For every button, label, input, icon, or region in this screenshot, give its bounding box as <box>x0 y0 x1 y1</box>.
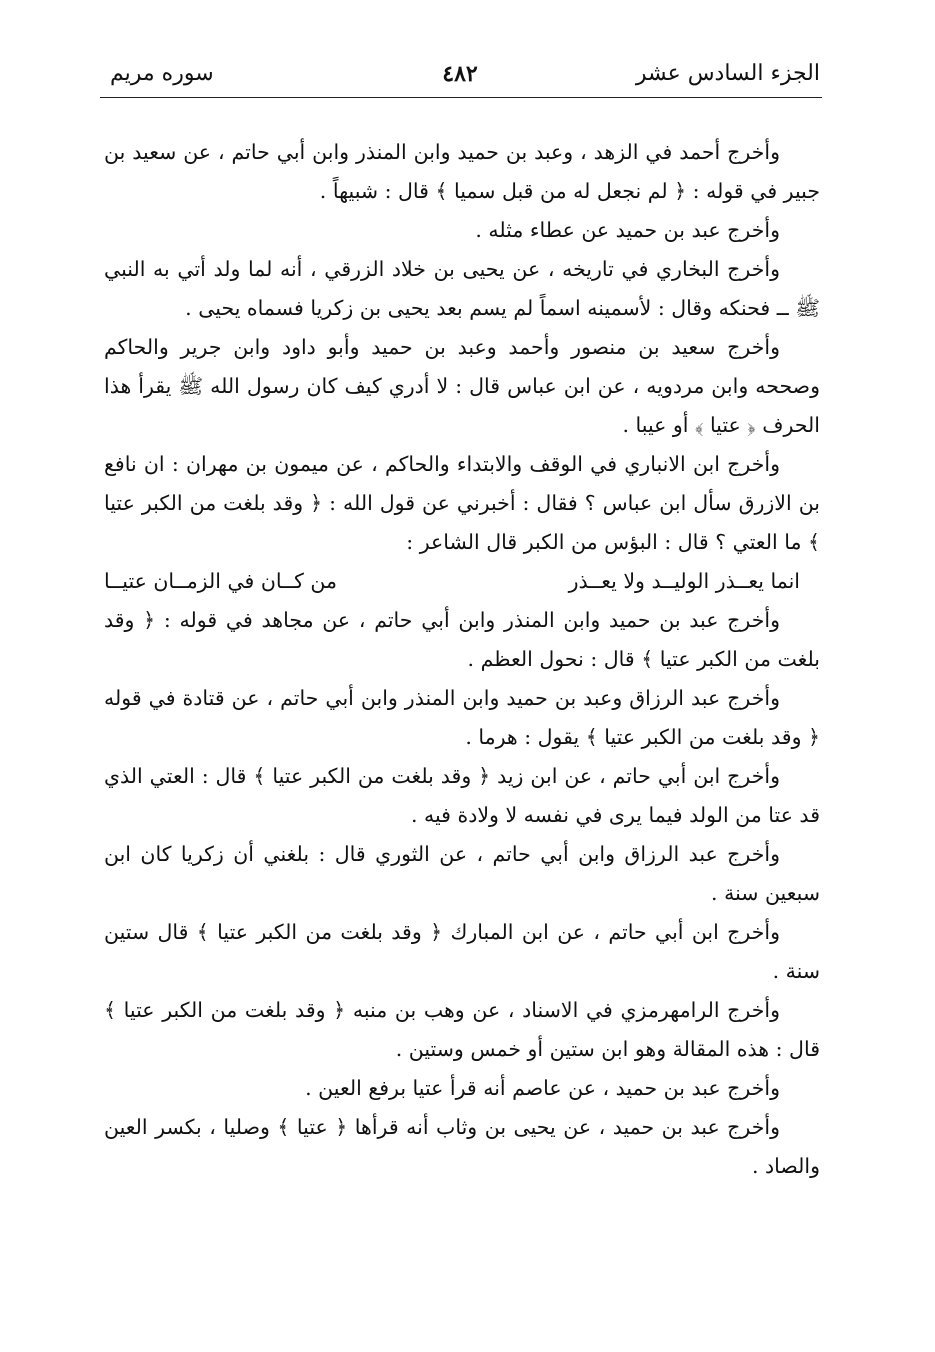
paragraph: وأخرج الرامهرمزي في الاسناد ، عن وهب بن منبه ﴿ وقد بلغت من الكبر عتيا ﴾ قال : هذه المقالة وهو ابن ستين أو خمس وستين . <box>104 998 820 1061</box>
part-title: الجزء السادس عشر <box>635 61 820 86</box>
paragraph: وأخرج عبد الرزاق وابن أبي حاتم ، عن الثوري قال : بلغني أن زكريا كان ابن سبعين سنة . <box>104 842 820 905</box>
poetry-verse <box>104 562 820 601</box>
verse-second-hemistich: من كــان في الزمــان عتيــا <box>104 569 338 593</box>
paragraph: وأخرج أحمد في الزهد ، وعبد بن حميد وابن المنذر وابن أبي حاتم ، عن سعيد بن جبير في قوله : ﴿ لم نجعل له من قبل سميا ﴾ قال : شبيهاً . <box>104 140 820 203</box>
page-header <box>100 52 820 96</box>
paragraph: وأخرج سعيد بن منصور وأحمد وعبد بن حميد وأبو داود وابن جرير والحاكم وصححه وابن مردويه ، عن ابن عباس قال : لا أدري كيف كان رسول الله ﷺ يقرأ هذا الحرف ﴿ عتيا ﴾ أو عيبا . <box>104 335 820 437</box>
page-number: ٤٨٢ <box>442 61 478 87</box>
surah-title: سوره مريم <box>110 61 214 86</box>
paragraph: وأخرج عبد بن حميد ، عن عاصم أنه قرأ عتيا برفع العين . <box>305 1076 780 1100</box>
paragraph: وأخرج البخاري في تاريخه ، عن يحيى بن خلاد الزرقي ، أنه لما ولد أتي به النبي ﷺ ــ فحنكه وقال : لأسمينه اسماً لم يسم بعد يحيى بن زكريا فسماه يحيى . <box>104 257 820 320</box>
paragraph: وأخرج عبد بن حميد وابن المنذر وابن أبي حاتم ، عن مجاهد في قوله : ﴿ وقد بلغت من الكبر عتيا ﴾ قال : نحول العظم . <box>104 608 820 671</box>
main-text <box>104 133 820 1186</box>
paragraph: وأخرج عبد الرزاق وعبد بن حميد وابن المنذر وابن أبي حاتم ، عن قتادة في قوله ﴿ وقد بلغت من الكبر عتيا ﴾ يقول : هرما . <box>104 686 820 749</box>
paragraph: وأخرج عبد بن حميد ، عن يحيى بن وثاب أنه قرأها ﴿ عتيا ﴾ وصليا ، بكسر العين والصاد . <box>104 1115 820 1178</box>
header-divider <box>100 97 822 98</box>
paragraph: وأخرج ابن أبي حاتم ، عن ابن زيد ﴿ وقد بلغت من الكبر عتيا ﴾ قال : العتي الذي قد عتا من الولد فيما يرى في نفسه لا ولادة فيه . <box>104 764 820 827</box>
paragraph: وأخرج ابن أبي حاتم ، عن ابن المبارك ﴿ وقد بلغت من الكبر عتيا ﴾ قال ستين سنة . <box>104 920 820 983</box>
paragraph: وأخرج عبد بن حميد عن عطاء مثله . <box>475 218 780 242</box>
paragraph: وأخرج ابن الانباري في الوقف والابتداء والحاكم ، عن ميمون بن مهران : ان نافع بن الازرق سأل ابن عباس ؟ فقال : أخبرني عن قول الله : ﴿ وقد بلغت من الكبر عتيا ﴾ ما العتي ؟ قال : البؤس من الكبر قال الشاعر : <box>104 452 820 554</box>
verse-first-hemistich: انما يعــذر الوليــد ولا يعــذر <box>568 569 800 593</box>
